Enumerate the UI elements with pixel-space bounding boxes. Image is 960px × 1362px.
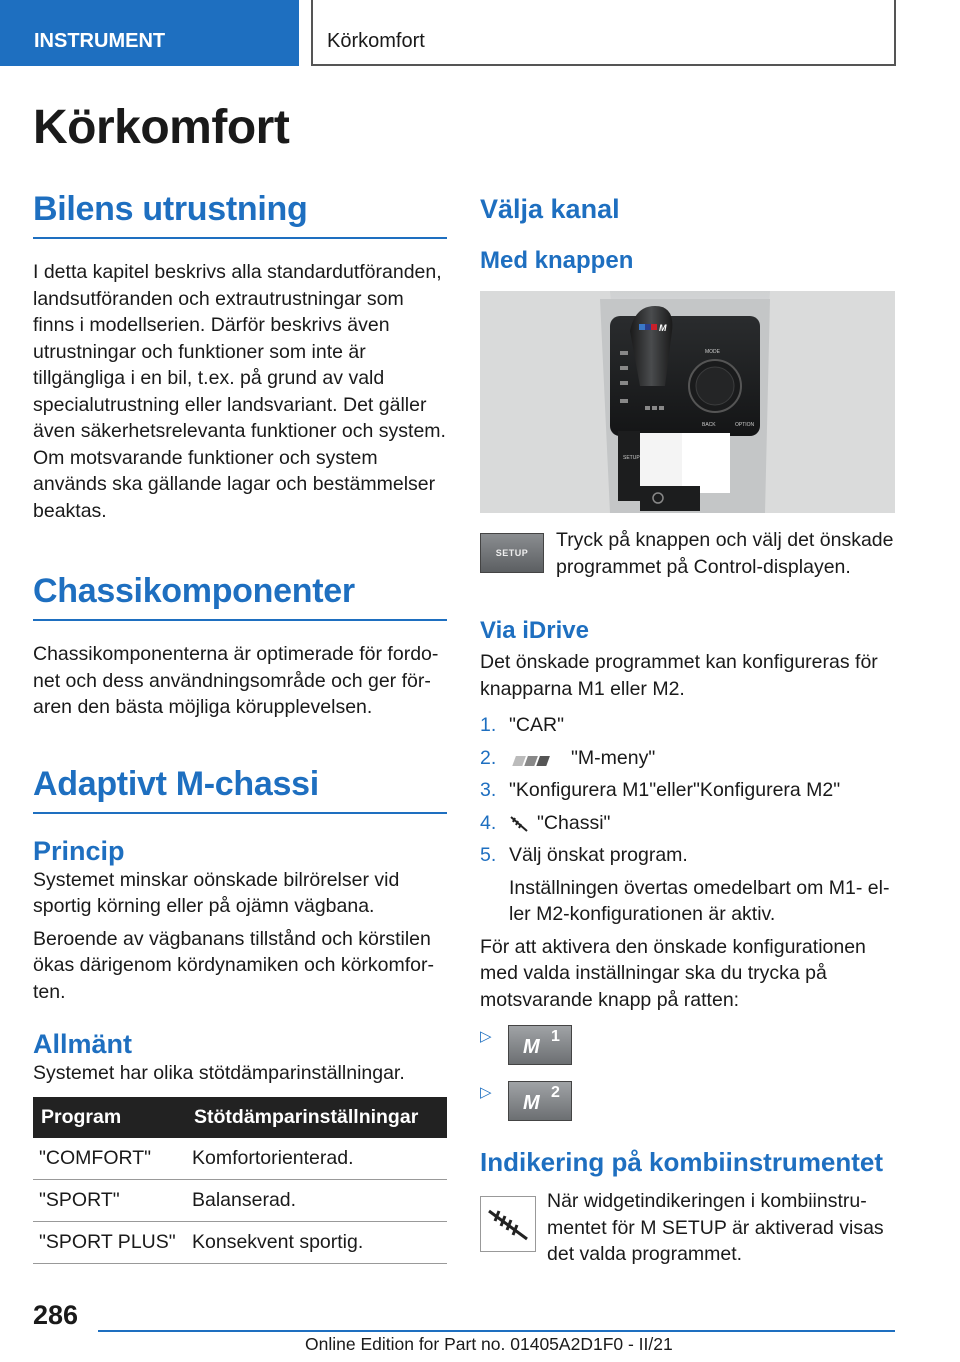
- table-cell: Balanserad.: [186, 1179, 447, 1221]
- table-cell: "COMFORT": [33, 1138, 186, 1180]
- paragraph-via-idrive: Det önskade programmet kan konfigureras för knapparna M1 eller M2.: [480, 651, 878, 700]
- paragraph-princip-1: Systemet minskar oönskade bilrörelser vid sportig körning eller på ojämn vägbana.: [33, 868, 400, 917]
- list-item: 1. "CAR": [480, 714, 565, 736]
- page-title: Körkomfort: [33, 101, 290, 154]
- shock-absorber-widget-icon: [480, 1196, 536, 1252]
- table-cell: "SPORT": [33, 1179, 186, 1221]
- table-cell: Konsekvent sportig.: [186, 1221, 447, 1263]
- list-item: 2. "M-meny": [480, 746, 656, 769]
- paragraph-indikering: När widgetindikeringen i kombiinstrumentet för M SETUP är aktiverad visas det valda programmet.: [547, 1190, 884, 1265]
- heading-valja-kanal: Välja kanal: [480, 194, 620, 224]
- paragraph-chassikomponenter: Chassikomponenterna är optimerade för fordonet och dess användningsområde och ger föraren den bästa möjliga körupplevelsen.: [33, 643, 439, 718]
- heading-bilens-utrustning: Bilens utrustning: [33, 190, 447, 239]
- right-column: [480, 194, 895, 1272]
- bullet-icon: ▷: [480, 1084, 492, 1101]
- heading-med-knappen: Med knappen: [480, 247, 634, 274]
- chapter-label: Körkomfort: [311, 0, 896, 66]
- setup-button-row: [480, 531, 895, 593]
- m-menu-icon: [509, 750, 561, 766]
- damper-settings-table: [33, 1097, 447, 1264]
- heading-adaptivt-m-chassi: Adaptivt M-chassi: [33, 765, 447, 814]
- shock-absorber-icon: [509, 814, 529, 832]
- photo-label-option: OPTION: [735, 422, 755, 428]
- table-header-settings: Stötdämparinställningar: [186, 1097, 447, 1138]
- page-header: [0, 0, 960, 66]
- table-row: [33, 1221, 447, 1263]
- setup-button-icon: SETUP: [480, 533, 544, 573]
- left-column: [33, 190, 447, 1264]
- footer-divider: [98, 1330, 895, 1332]
- lever-logo-text: M: [659, 323, 667, 333]
- center-console-photo: [480, 291, 895, 513]
- bullet-icon: ▷: [480, 1028, 492, 1045]
- m2-button-row: [480, 1081, 895, 1133]
- heading-indikering: Indikering på kombiinstrumentet: [480, 1147, 884, 1177]
- photo-label-setup: SETUP: [623, 455, 640, 461]
- center-console-illustration: [480, 291, 895, 513]
- table-cell: "SPORT PLUS": [33, 1221, 186, 1263]
- list-item: 3. "Konfigurera M1"eller"Konfigurera M2": [480, 779, 841, 801]
- table-row: [33, 1138, 447, 1180]
- setup-instruction: Tryck på knappen och välj det önskade programmet på Control-displayen.: [556, 529, 894, 578]
- heading-allmant: Allmänt: [33, 1029, 133, 1059]
- m1-button-row: [480, 1025, 895, 1077]
- paragraph-activate: För att aktivera den önskade konfigurationen med valda inställningar ska du trycka på motsvarande knapp på ratten:: [480, 935, 866, 1011]
- table-header-program: Program: [33, 1097, 186, 1138]
- table-row: [33, 1179, 447, 1221]
- list-item: 5. Välj önskat program. Inställningen övertas omedelbart om M1- eller M2-konfigurationen är aktiv.: [480, 842, 895, 928]
- section-label: INSTRUMENT: [0, 0, 299, 66]
- m2-button-icon: M 2: [508, 1081, 572, 1121]
- indikering-row: [480, 1192, 895, 1272]
- list-item: 4. "Chassi": [480, 811, 611, 834]
- step-5-note: Inställningen övertas omedelbart om M1- eller M2-konfigurationen är aktiv.: [509, 876, 890, 925]
- idrive-steps-list: [480, 712, 895, 928]
- page-number: 286: [33, 1300, 79, 1330]
- paragraph-bilens-utrustning: I detta kapitel beskrivs alla standardutföranden, landsutföranden och extrautrustningar som finns i modellserien. Därför beskrivs även utrustningar och funktioner som inte är tillgängliga i en bil, t.ex. på grund av vald specialutrustning eller landsvariant. Det gäller även säkerhetsrelevanta funktioner och system. Om motsvarande funktioner och system används ska gällande lagar och bestämmelser beaktas.: [33, 261, 446, 522]
- table-header-row: [33, 1097, 447, 1138]
- heading-chassikomponenter: Chassikomponenter: [33, 572, 447, 621]
- paragraph-princip-2: Beroende av vägbanans tillstånd och körstilen ökas därigenom kördynamiken och körkomforten.: [33, 927, 435, 1003]
- heading-princip: Princip: [33, 835, 125, 866]
- photo-label-mode: MODE: [705, 349, 720, 355]
- paragraph-allmant: Systemet har olika stötdämparinställningar.: [33, 1062, 405, 1084]
- photo-label-back: BACK: [702, 422, 716, 428]
- heading-via-idrive: Via iDrive: [480, 617, 589, 644]
- table-cell: Komfortorienterad.: [186, 1138, 447, 1180]
- footer-edition: Online Edition for Part no. 01405A2D1F0 - II/21: [305, 1334, 673, 1354]
- m1-button-icon: M 1: [508, 1025, 572, 1065]
